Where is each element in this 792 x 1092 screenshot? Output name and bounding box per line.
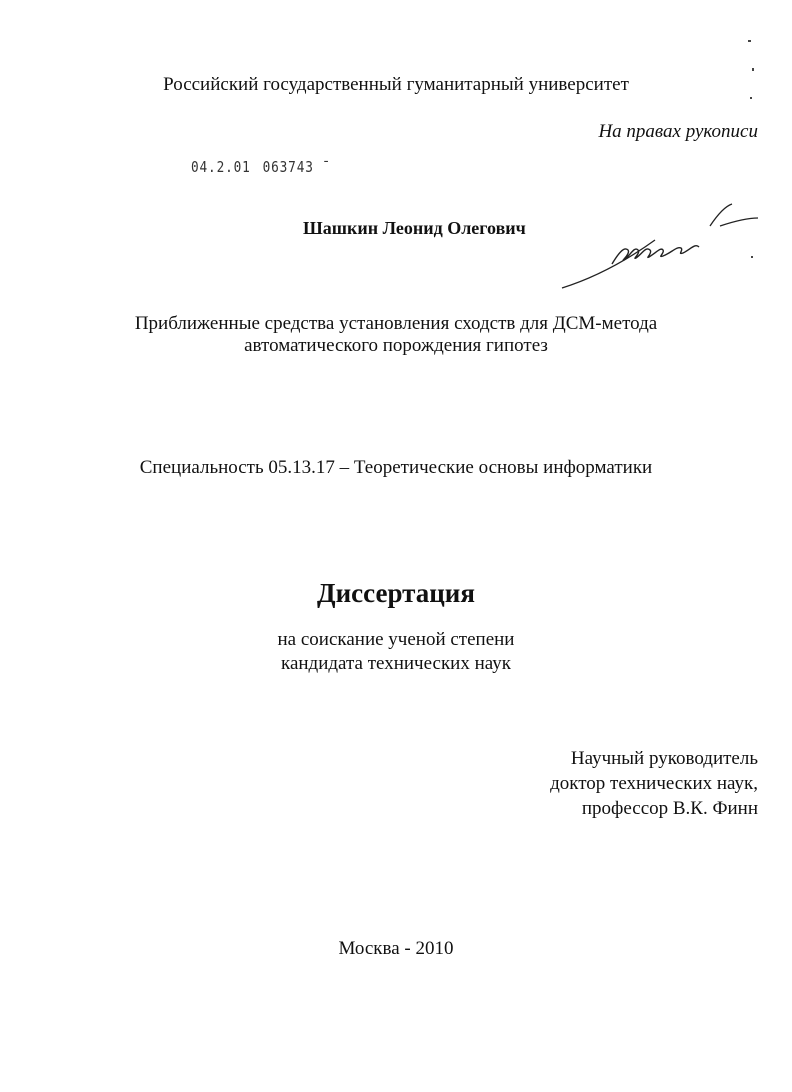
scan-speck: [750, 97, 752, 99]
advisor-name: профессор В.К. Финн: [581, 798, 758, 819]
scientific-advisor: [550, 746, 758, 821]
degree-statement: [0, 628, 792, 676]
place-and-year: Москва - 2010: [338, 938, 454, 959]
author-name: Шашкин Леонид Олегович: [303, 218, 526, 238]
document-type-heading: Диссертация: [317, 578, 475, 608]
stamp-number: 063743: [262, 158, 314, 176]
title-line-2: автоматического порождения гипотез: [244, 335, 548, 356]
scan-speck: [748, 40, 751, 42]
signature-icon: [560, 196, 760, 296]
degree-line-1: на соискание ученой степени: [277, 629, 515, 650]
stamp-code: 04.2.01: [191, 158, 251, 176]
scan-speck: [752, 68, 754, 71]
advisor-role: Научный руководитель: [570, 748, 758, 769]
specialty: Специальность 05.13.17 – Теоретические основы информатики: [139, 457, 653, 478]
manuscript-rights-note: На правах рукописи: [598, 121, 758, 142]
library-stamp: 04.2.01 063743 ˉ: [191, 158, 331, 176]
degree-line-2: кандидата технических наук: [281, 653, 511, 674]
title-line-1: Приближенные средства установления сходств для ДСМ-метода: [134, 313, 658, 334]
advisor-degree: доктор технических наук,: [550, 773, 758, 794]
dissertation-title: [0, 313, 792, 357]
scan-speck: [751, 256, 753, 258]
university-name: Российский государственный гуманитарный университет: [163, 74, 629, 95]
